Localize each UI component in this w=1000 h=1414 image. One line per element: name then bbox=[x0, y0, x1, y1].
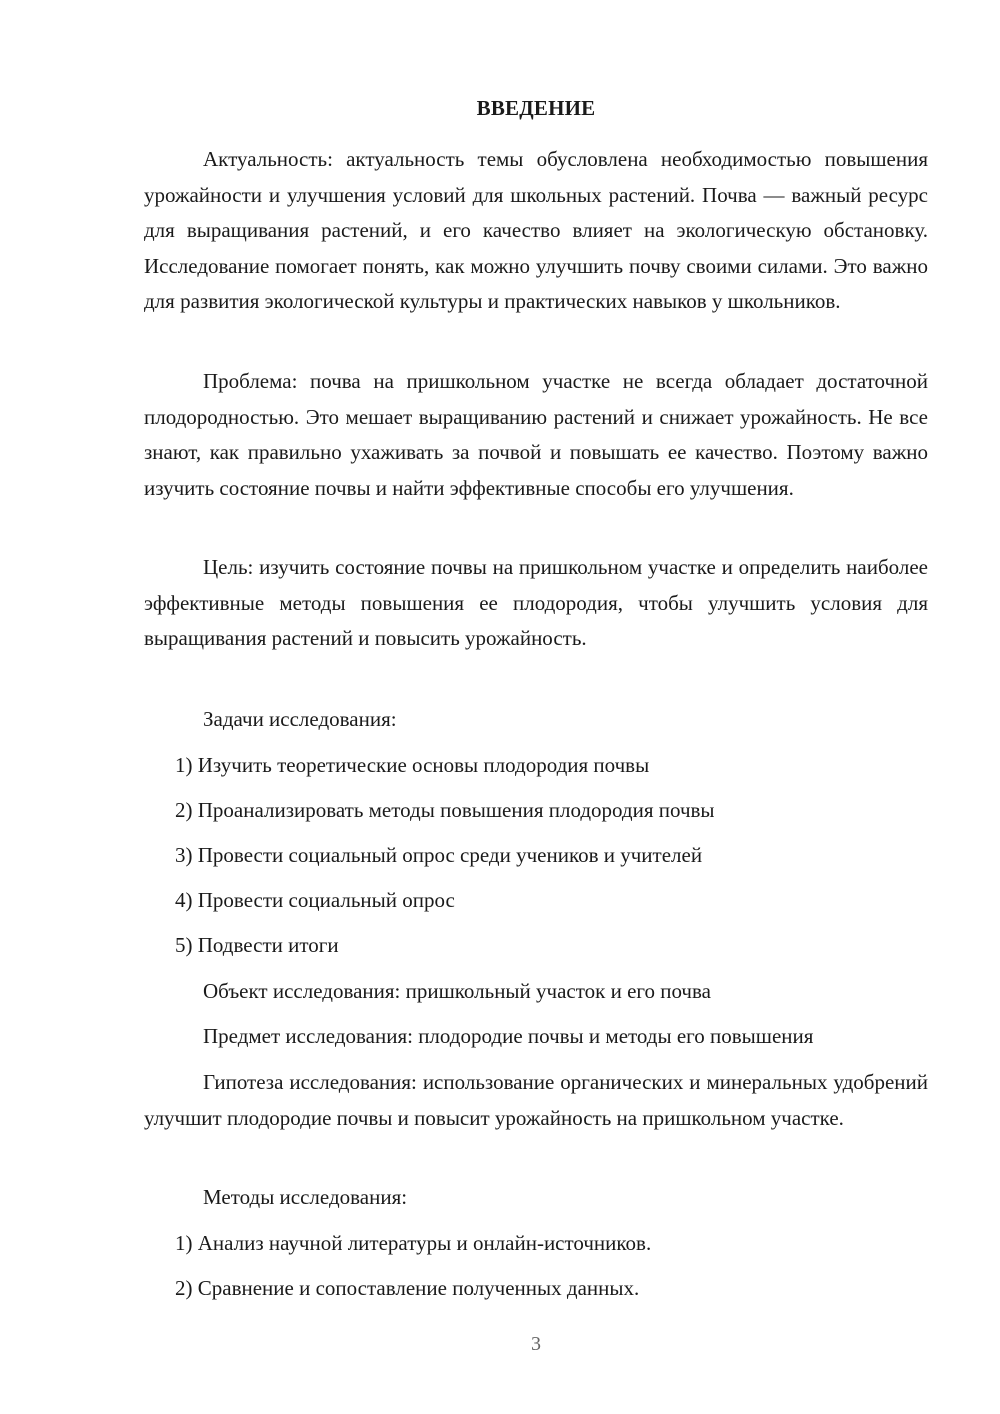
method-item: 2) Сравнение и сопоставление полученных данных. bbox=[175, 1276, 640, 1300]
task-item: 4) Провести социальный опрос bbox=[175, 888, 455, 912]
tasks-heading: Задачи исследования: bbox=[203, 707, 397, 731]
task-item: 5) Подвести итоги bbox=[175, 933, 339, 957]
goal-paragraph: Цель: изучить состояние почвы на пришкольном участке и определить наиболее эффективные методы повышения ее плодородия, чтобы улучшить условия для выращивания растений и повысить урожайность. bbox=[144, 555, 928, 650]
research-subject: Предмет исследования: плодородие почвы и методы его повышения bbox=[203, 1024, 814, 1048]
section-heading: ВВЕДЕНИЕ bbox=[476, 96, 596, 120]
method-item: 1) Анализ научной литературы и онлайн-источников. bbox=[175, 1231, 652, 1255]
hypothesis-paragraph: Гипотеза исследования: использование органических и минеральных удобрений улучшит плодородие почвы и повысит урожайность на пришкольном участке. bbox=[144, 1070, 928, 1130]
task-item: 3) Провести социальный опрос среди учеников и учителей bbox=[175, 843, 703, 867]
relevance-paragraph: Актуальность: актуальность темы обусловлена необходимостью повышения урожайности и улучшения условий для школьных растений. Почва — важный ресурс для выращивания растений, и его качество влияет на экологическую обстановку. Исследование помогает понять, как можно улучшить почву своими силами. Это важно для развития экологической культуры и практических навыков у школьников. bbox=[144, 147, 928, 313]
page-number: 3 bbox=[531, 1333, 541, 1355]
research-object: Объект исследования: пришкольный участок и его почва bbox=[203, 979, 711, 1003]
task-item: 2) Проанализировать методы повышения плодородия почвы bbox=[175, 798, 715, 822]
problem-paragraph: Проблема: почва на пришкольном участке не всегда обладает достаточной плодородностью. Это мешает выращиванию растений и снижает урожайность. Не все знают, как правильно ухаживать за почвой и повышать ее качество. Поэтому важно изучить состояние почвы и найти эффективные способы его улучшения. bbox=[144, 369, 928, 500]
methods-heading: Методы исследования: bbox=[203, 1185, 408, 1209]
task-item: 1) Изучить теоретические основы плодородия почвы bbox=[175, 753, 650, 777]
